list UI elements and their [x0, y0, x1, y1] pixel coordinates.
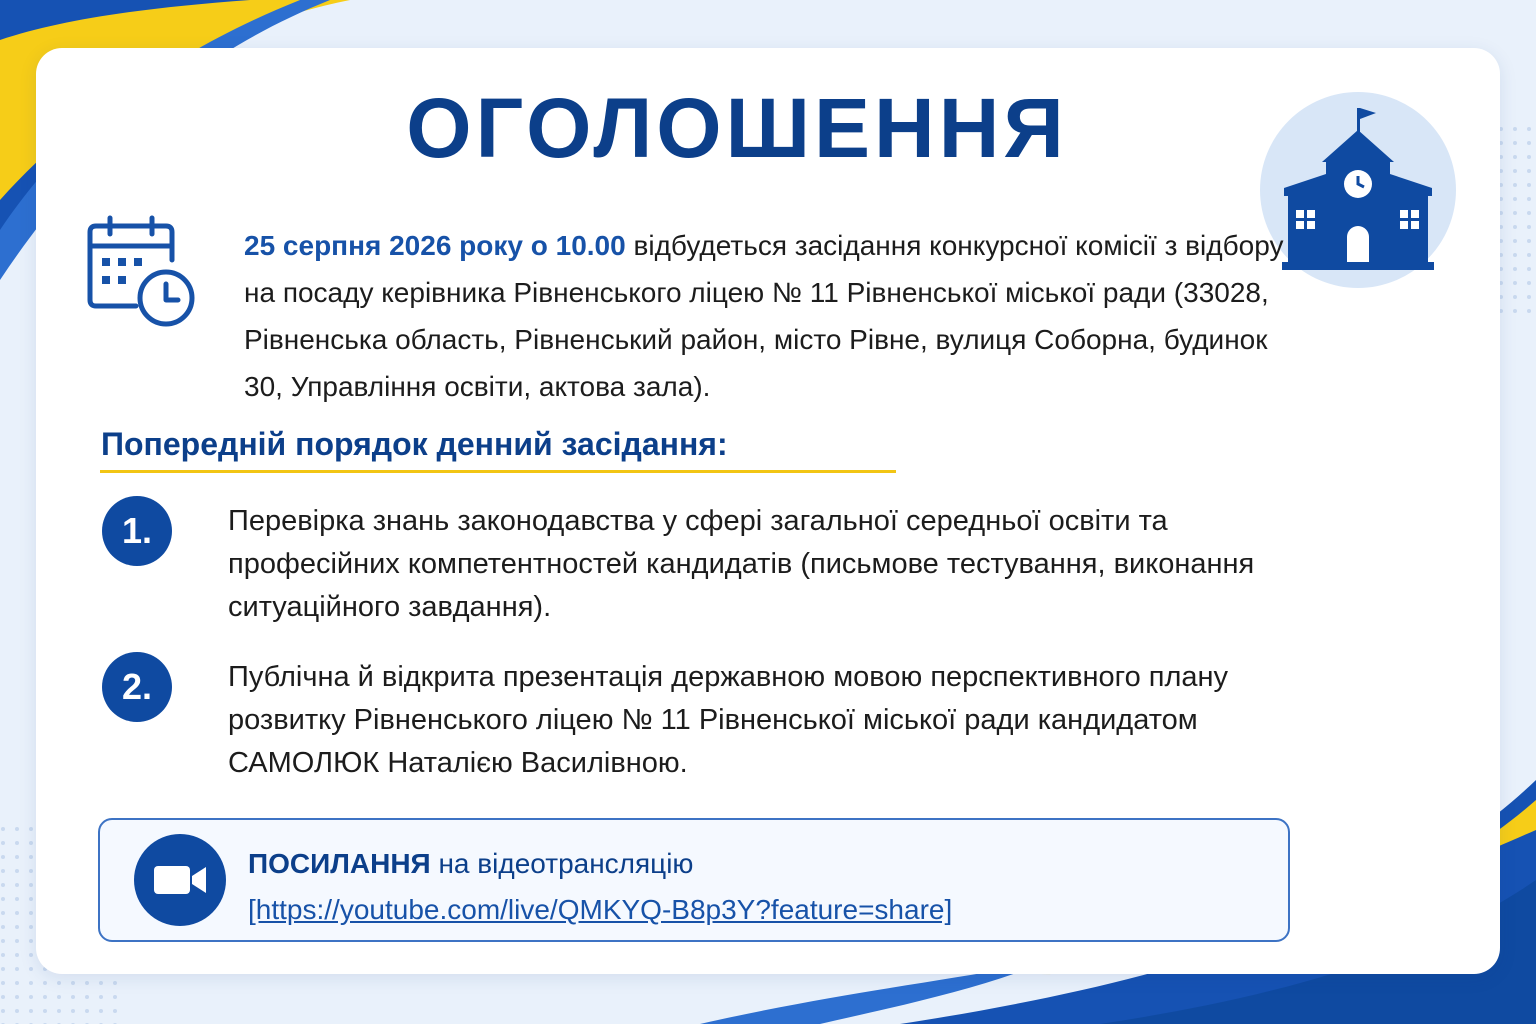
- agenda-item-2: Публічна й відкрита презентація державною мовою перспективного плану розвитку Рівненського ліцею № 11 Рівненської міської ради кандидатом САМОЛЮК Наталією Василівною.: [228, 661, 1229, 779]
- stream-url-link[interactable]: [https://youtube.com/live/QMKYQ-B8p3Y?feature=share]: [248, 894, 953, 925]
- stream-label: [248, 844, 693, 884]
- stream-link-box: [98, 818, 1290, 942]
- meeting-announcement: [244, 222, 1284, 410]
- video-camera-icon: [134, 834, 226, 926]
- meeting-date-time: 25 серпня 2026 року о 10.00: [244, 230, 626, 261]
- agenda-number-1: 1.: [102, 496, 172, 566]
- page-title: ОГОЛОШЕННЯ: [406, 81, 1068, 175]
- stream-label-bold: ПОСИЛАННЯ: [248, 848, 431, 879]
- video-badge: [134, 834, 226, 926]
- calendar-clock-icon: [86, 214, 198, 332]
- agenda-item-1: Перевірка знань законодавства у сфері загальної середньої освіти та професійних компетентностей кандидатів (письмове тестування, виконання ситуаційного завдання).: [228, 505, 1255, 623]
- agenda-heading: Попередній порядок денний засідання:: [101, 426, 728, 462]
- meeting-details: відбудеться засідання конкурсної комісії з відбору на посаду керівника Рівненського ліцею № 11 Рівненської міської ради (33028, Рівненська область, Рівненський район, місто Рівне, вулиця Соборна, будинок 30, Управління освіти, актова зала).: [244, 230, 1284, 402]
- school-building-icon: [1260, 92, 1456, 288]
- heading-underline: [100, 470, 896, 473]
- stream-label-rest: на відеотрансляцію: [430, 848, 694, 879]
- school-badge: [1260, 92, 1456, 288]
- agenda-number-2: 2.: [102, 652, 172, 722]
